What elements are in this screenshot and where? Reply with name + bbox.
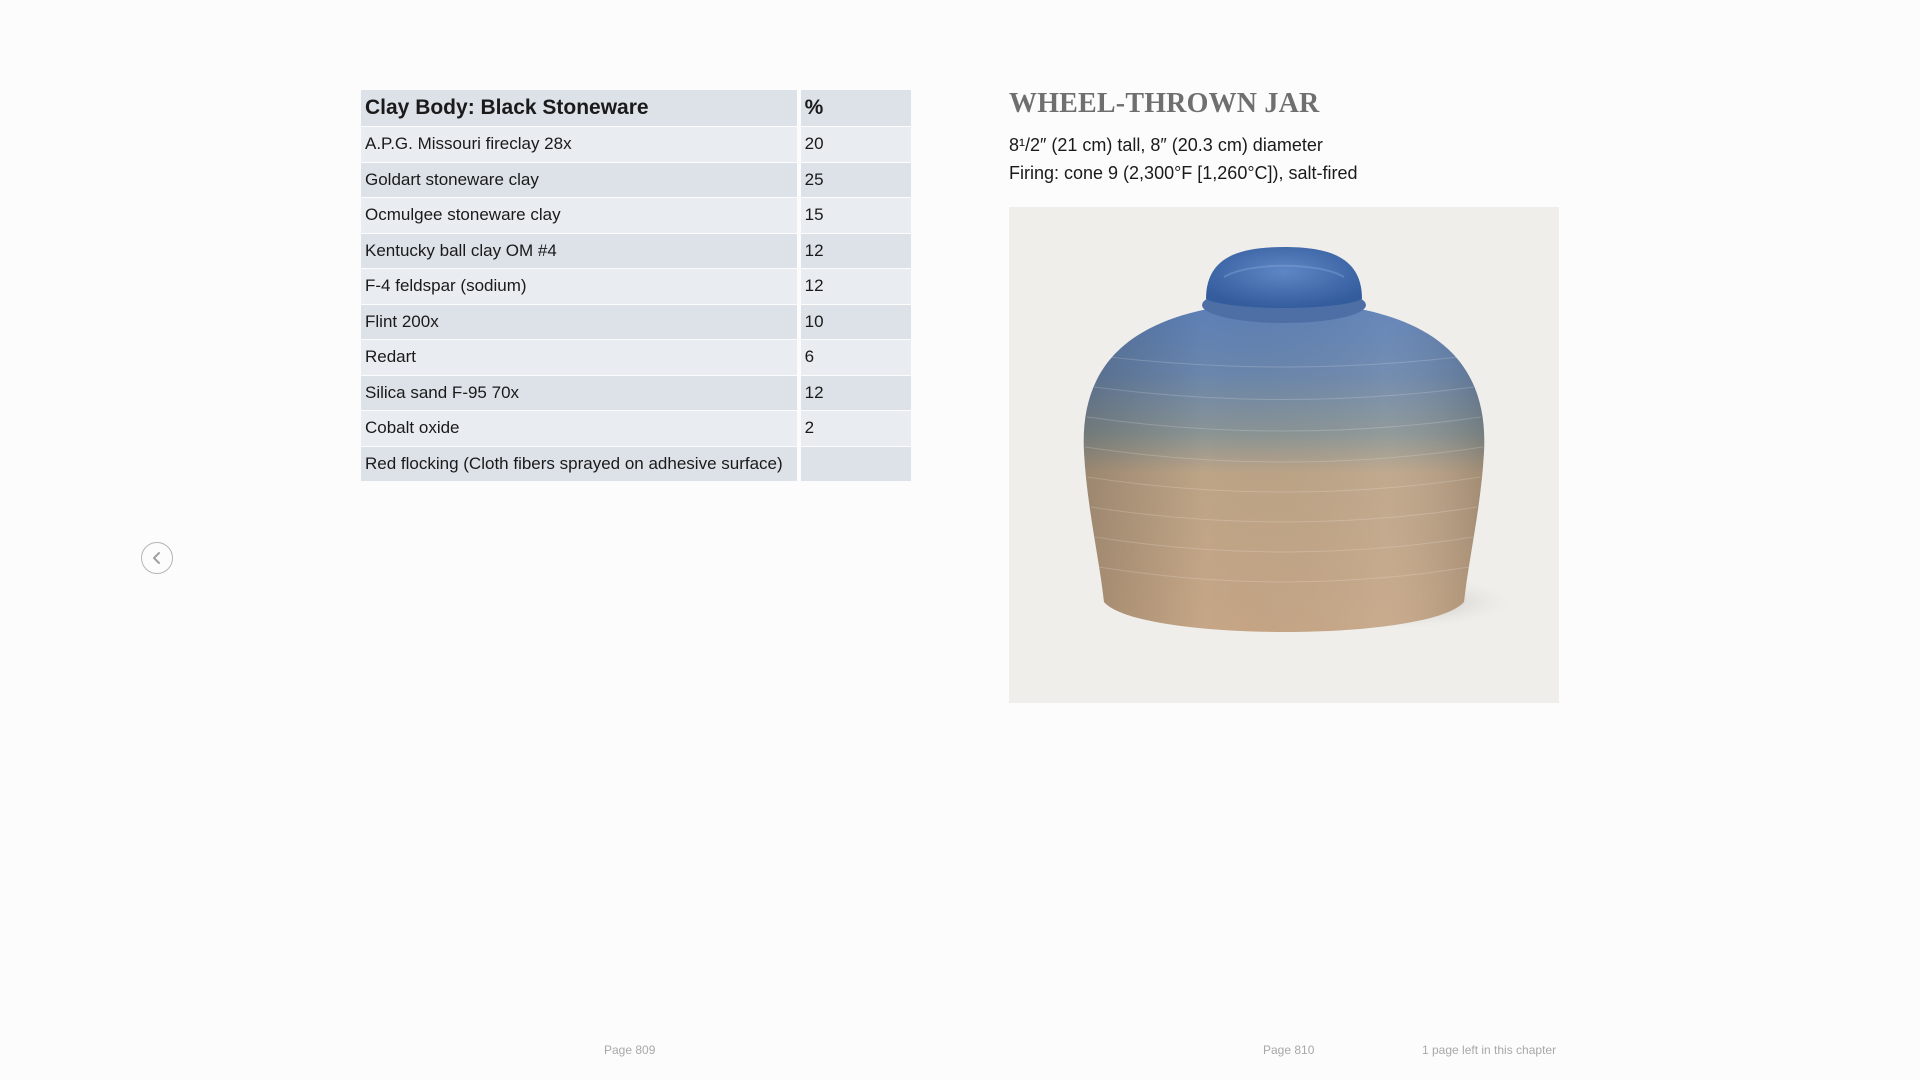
ingredient-name: F-4 feldspar (sodium) — [361, 268, 801, 304]
table-row — [361, 304, 911, 340]
jar-info — [1009, 131, 1358, 187]
ingredient-name: A.P.G. Missouri fireclay 28x — [361, 126, 801, 162]
table-row — [361, 233, 911, 269]
table-header-name: Clay Body: Black Stoneware — [361, 90, 801, 126]
table-row — [361, 339, 911, 375]
table-row — [361, 446, 911, 482]
ingredient-name: Cobalt oxide — [361, 410, 801, 446]
ingredient-percent: 12 — [801, 233, 911, 269]
chapter-remaining-pages: 1 page left in this chapter — [1422, 1043, 1557, 1057]
right-page-number: Page 810 — [1263, 1043, 1315, 1057]
ingredient-percent: 20 — [801, 126, 911, 162]
table-row — [361, 375, 911, 411]
ingredient-name: Red flocking (Cloth fibers sprayed on adhesive surface) — [361, 446, 801, 482]
table-row — [361, 162, 911, 198]
ingredient-percent: 2 — [801, 410, 911, 446]
jar-photo — [1009, 207, 1559, 703]
ingredient-name: Flint 200x — [361, 304, 801, 340]
ingredient-percent: 10 — [801, 304, 911, 340]
left-page-number: Page 809 — [604, 1043, 656, 1057]
ingredient-name: Ocmulgee stoneware clay — [361, 197, 801, 233]
ingredient-percent: 12 — [801, 268, 911, 304]
ingredient-percent — [801, 446, 911, 482]
table-row — [361, 197, 911, 233]
table-row — [361, 268, 911, 304]
table-row — [361, 410, 911, 446]
clay-body-table — [361, 90, 911, 481]
ingredient-name: Silica sand F-95 70x — [361, 375, 801, 411]
jar-title: WHEEL-THROWN JAR — [1009, 88, 1320, 119]
jar-dimensions: 8¹/2″ (21 cm) tall, 8″ (20.3 cm) diameter — [1009, 135, 1323, 155]
ingredient-percent: 25 — [801, 162, 911, 198]
ingredient-name: Goldart stoneware clay — [361, 162, 801, 198]
ingredient-name: Kentucky ball clay OM #4 — [361, 233, 801, 269]
ingredient-percent: 12 — [801, 375, 911, 411]
table-header-row — [361, 90, 911, 126]
table-header-percent: % — [801, 90, 911, 126]
ingredient-name: Redart — [361, 339, 801, 375]
ingredient-percent: 6 — [801, 339, 911, 375]
ingredient-percent: 15 — [801, 197, 911, 233]
jar-illustration — [1009, 207, 1559, 703]
table-row — [361, 126, 911, 162]
chevron-left-icon — [150, 551, 164, 565]
jar-firing: Firing: cone 9 (2,300°F [1,260°C]), salt-fired — [1009, 163, 1358, 183]
previous-page-button[interactable] — [141, 542, 173, 574]
